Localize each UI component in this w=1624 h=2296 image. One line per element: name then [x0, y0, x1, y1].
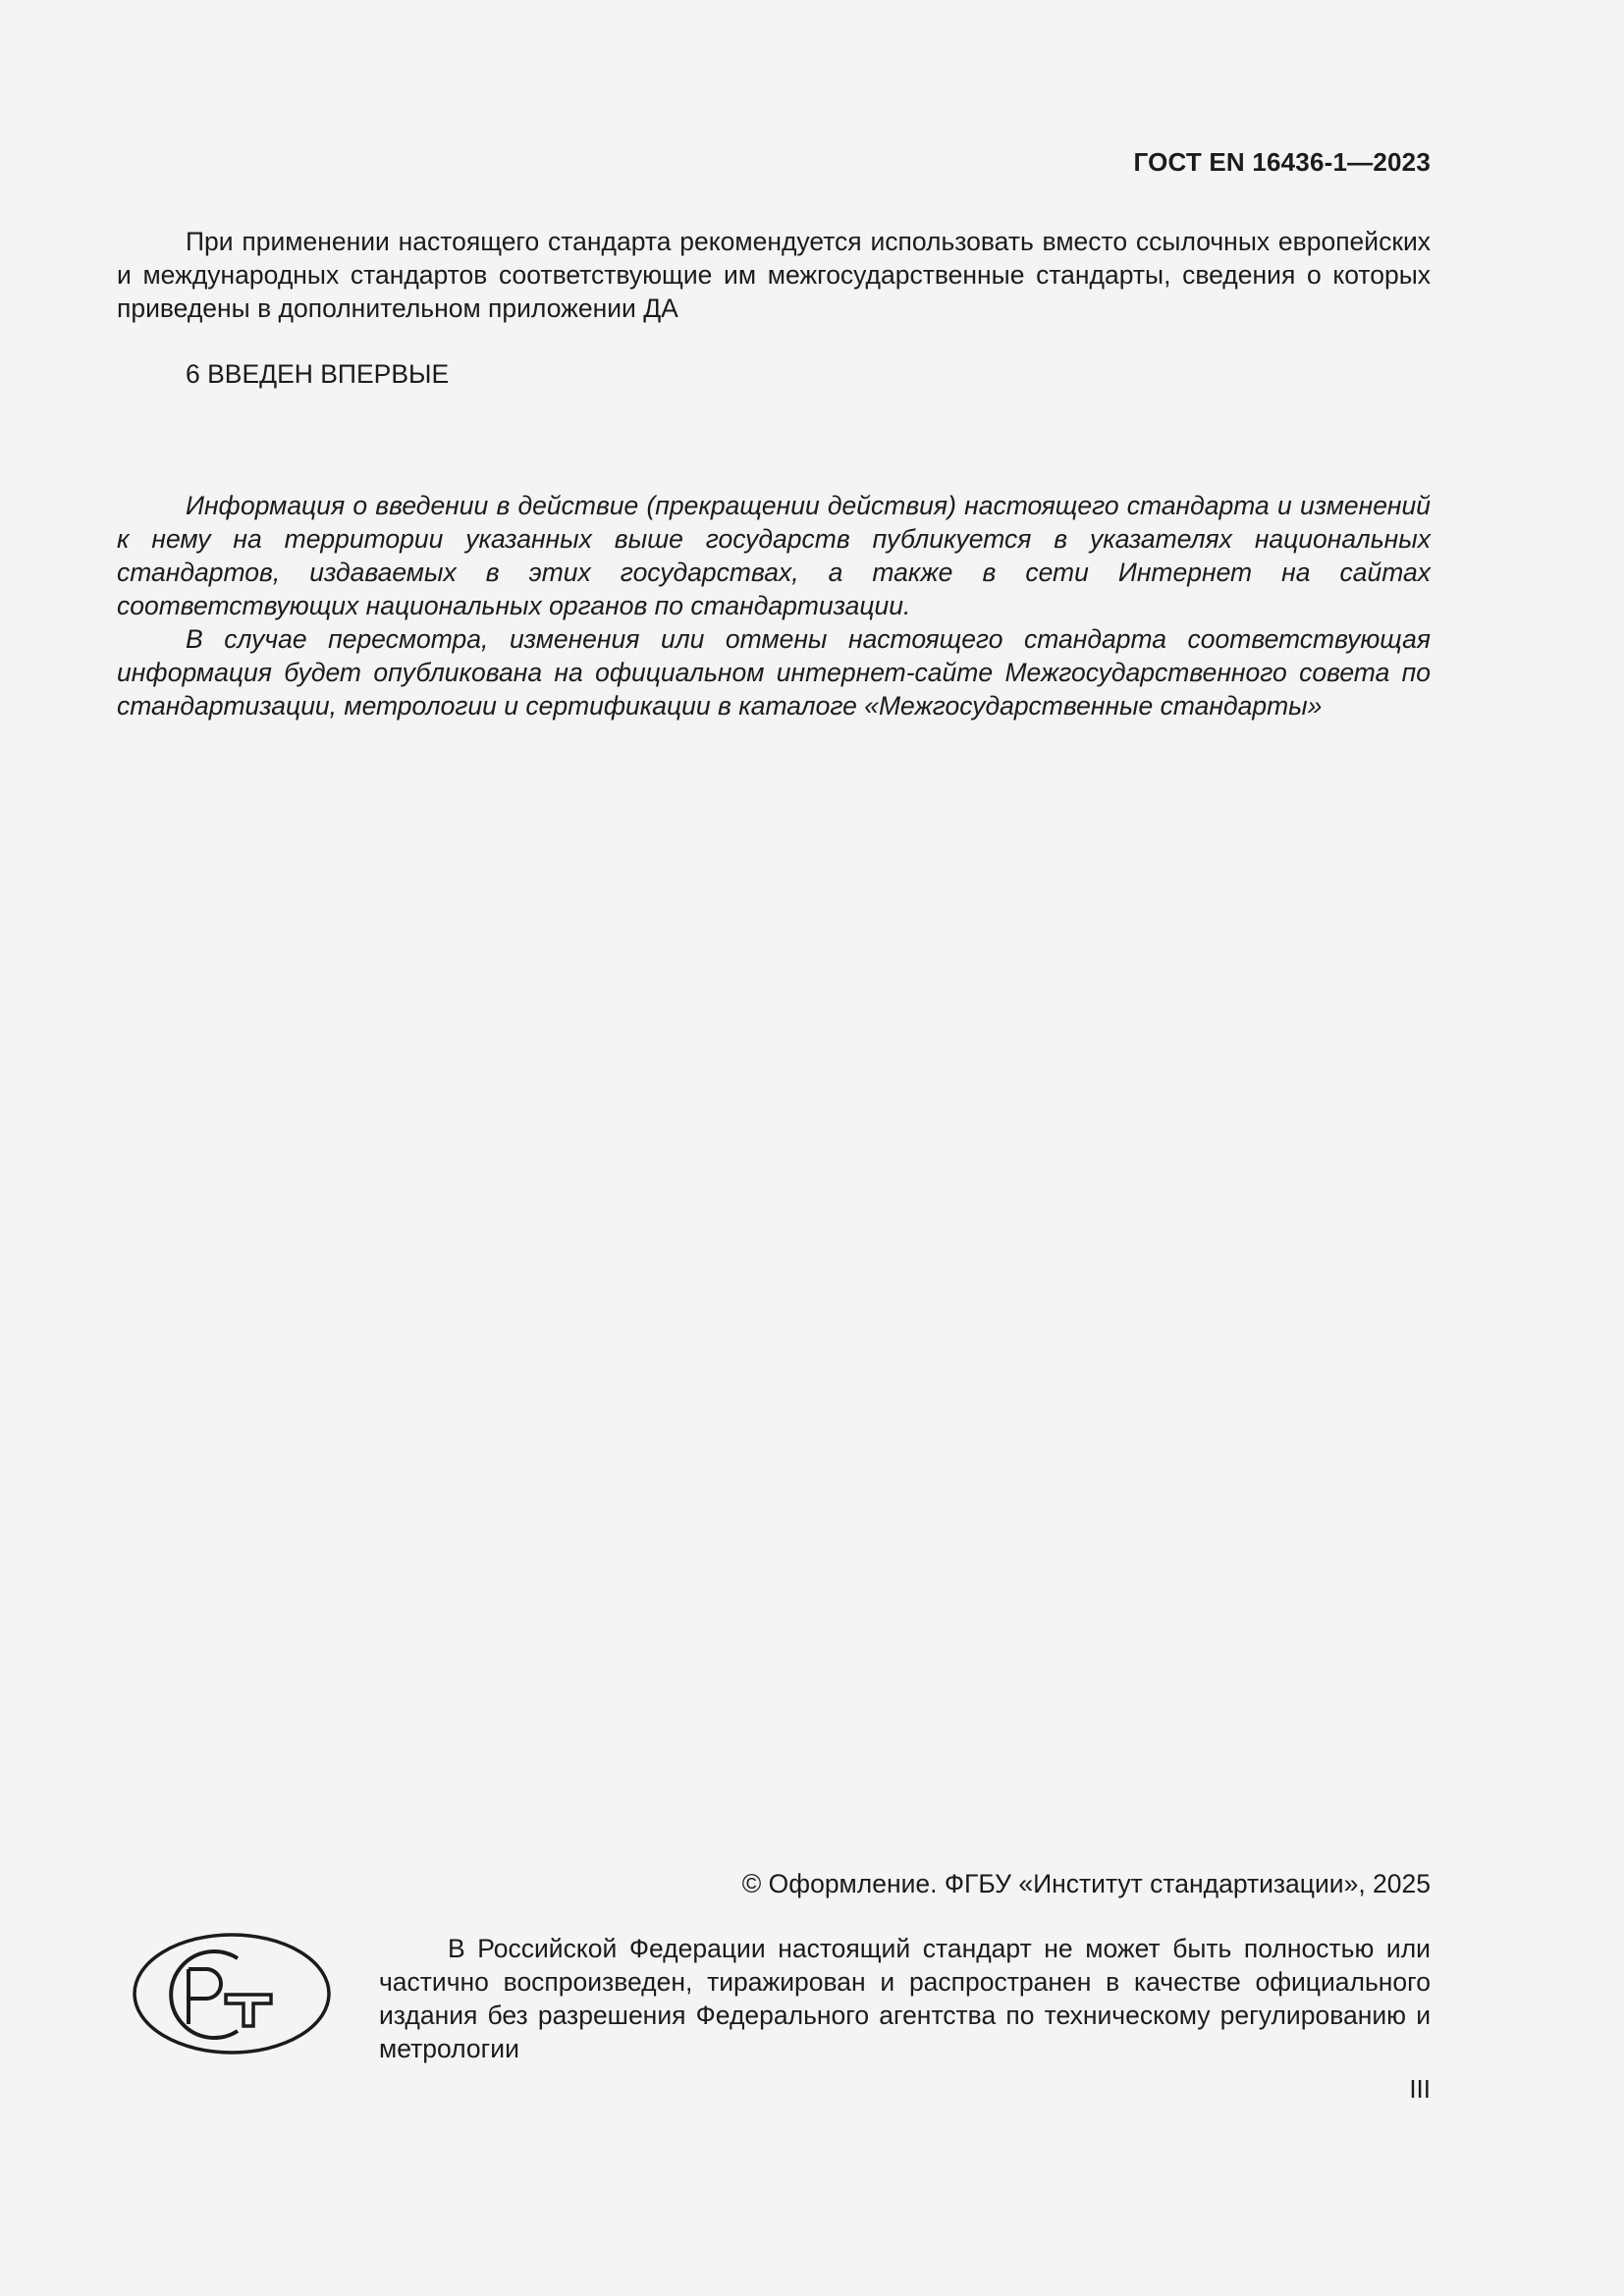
- rights-notice-section: [379, 1932, 1431, 2065]
- rights-notice: В Российской Федерации настоящий стандарт не может быть полностью или частично воспроизведен, тиражирован и распространен в качестве официального издания без разрешения Федерального агентства по техническому регулированию и метрологии: [379, 1934, 1431, 2063]
- copyright-notice: © Оформление. ФГБУ «Институт стандартизации», 2025: [741, 1869, 1431, 1898]
- intro-section: [117, 225, 1431, 325]
- item-6-text: 6 ВВЕДЕН ВПЕРВЫЕ: [186, 359, 450, 389]
- rst-certification-mark-icon: [132, 1932, 332, 2056]
- info-paragraph-1: Информация о введении в действие (прекращении действия) настоящего стандарта и изменений к нему на территории указанных выше государств публикуется в указателях национальных стандартов, издаваемых в этих государствах, а также в сети Интернет на сайтах соответствующих национальных органов по стандартизации.: [117, 491, 1431, 620]
- info-paragraph-2: В случае пересмотра, изменения или отмены настоящего стандарта соответствующая информация будет опубликована на официальном интернет-сайте Межгосударственного совета по стандартизации, метрологии и сертификации в каталоге «Межгосударственные стандарты»: [117, 624, 1431, 721]
- intro-paragraph: При применении настоящего стандарта рекомендуется использовать вместо ссылочных европейских и международных стандартов соответствующие им межгосударственные стандарты, сведения о которых приведены в дополнительном приложении ДА: [117, 227, 1431, 323]
- page-number: III: [1409, 2074, 1431, 2104]
- item-6-section: [117, 357, 1431, 391]
- document-code: ГОСТ EN 16436-1—2023: [1133, 147, 1431, 177]
- info-section: [117, 489, 1431, 722]
